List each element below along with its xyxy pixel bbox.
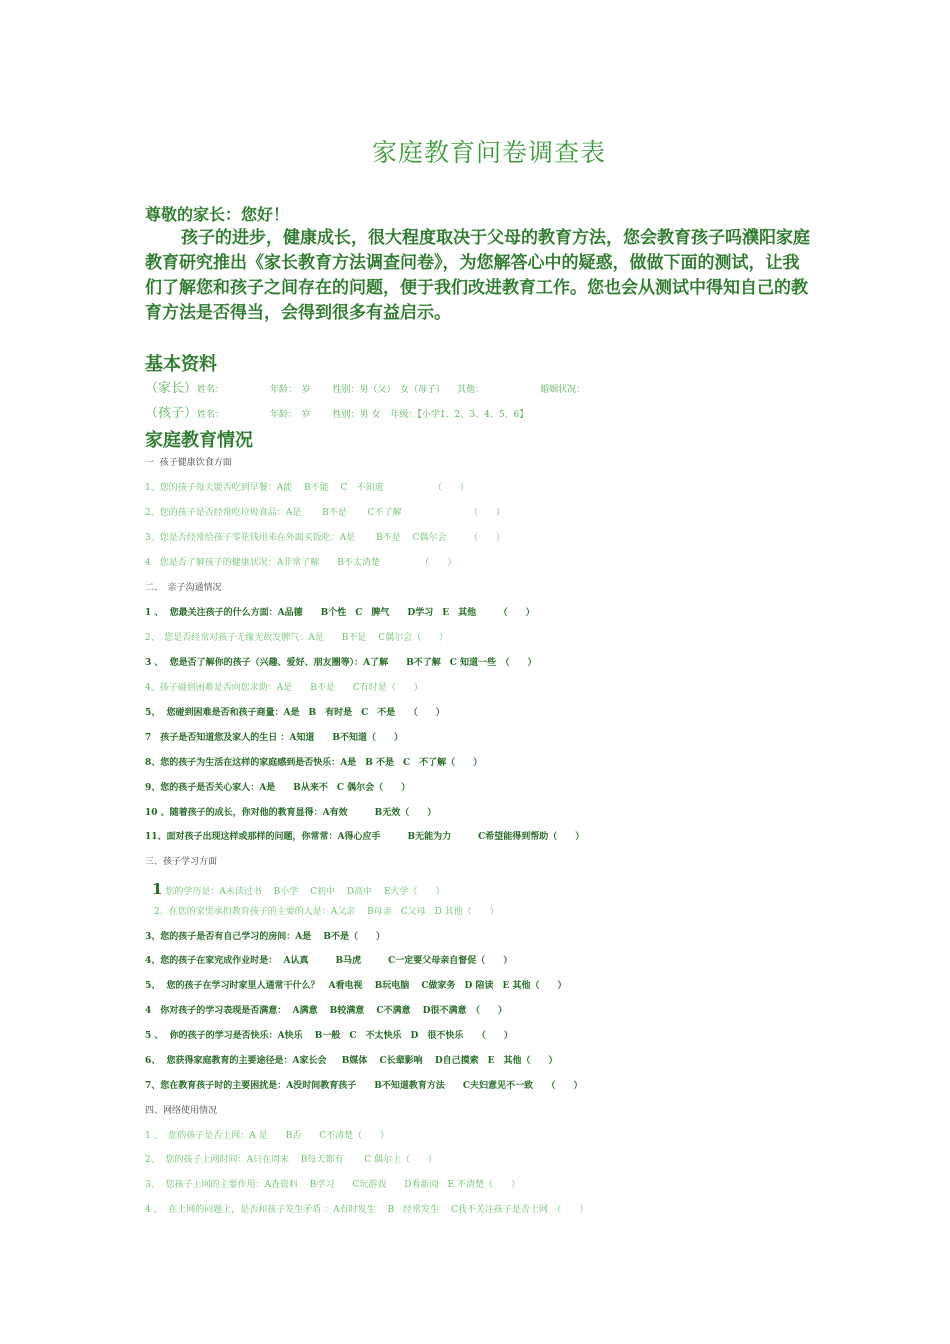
child-name-label: 姓名： [197,410,225,420]
question-text: 四、网络使用情况 [145,1106,218,1116]
question-text: 8、您的孩子为生活在这样的家庭感到是否快乐：A是 B 不是 C 不了解（ ） [145,758,483,768]
basic-info-heading: 基本资料 [145,354,217,375]
child-info-row [145,402,528,421]
question-text: 3、 您孩子上网的主要作用：A查资料 B学习 C玩游戏 D看新闻 E 不清楚（ ） [145,1180,520,1190]
question-line [145,1028,513,1041]
page-title: 家庭教育问卷调查表 [371,138,606,167]
question-text: 1、您的孩子每天能否吃到早餐：A能 B不能 C 不知道 （ ） [145,483,469,493]
question-line [145,1103,217,1116]
question-line [145,530,505,543]
question-line [145,805,436,818]
parent-name-label: 姓名： [197,385,225,395]
question-text: 6、 您获得家庭教育的主要途径是：A家长会 B媒体 C长辈影响 D自己摸索 E 其他（ ） [145,1056,558,1066]
question-line [145,755,482,768]
intro-paragraph [145,226,815,326]
question-text: 您的学历是：A未读过书 B小学 C初中 D高中 E大学（ ） [165,887,445,897]
question-line [145,555,456,568]
question-text: 1 、 您的孩子是否上网：A 是 B否 C不清楚（ ） [145,1131,390,1141]
question-text: 2、 您是否经常对孩子无缘无故发脾气：A是 B不是 C偶尔会（ ） [145,633,449,643]
question-text: 10 、随着孩子的成长，你对他的教育显得：A有效 B无效（ ） [145,808,437,818]
child-grade-label: 年级：【小学1、2、3、4、5、6】 [390,410,529,420]
question-line [145,505,505,518]
question-line [145,854,217,867]
question-line [145,1202,588,1215]
question-text: 2、在您的家里承担教育孩子的主要的人是：A父亲 B母亲 C父母 D 其他（ ） [145,907,499,917]
greeting: 尊敬的家长：您好！ [145,205,290,224]
child-gender-label: 性别：男 女 [332,410,381,420]
question-line [145,1128,389,1141]
child-age-label: 年龄： 岁 [270,410,311,420]
question-text: 4 您是否了解孩子的健康状况：A非常了解 B不太清楚 （ ） [145,558,457,568]
question-line [145,605,535,618]
question-line [145,829,584,842]
question-line [145,1053,557,1066]
question-line [152,880,445,898]
question-text: 9、您的孩子是否关心家人：A是 B从来不 C 偶尔会（ ） [145,783,411,793]
question-text: 4 你对孩子的学习表现是否满意： A满意 B较满意 C不满意 D很不满意 （ ） [145,1006,507,1016]
question-line [145,780,410,793]
parent-gender-label: 性别：男（父） 女（母子） [332,385,446,395]
question-line [145,455,232,468]
question-line [145,1152,437,1165]
question-line [145,978,566,991]
question-line [145,705,445,718]
question-line [145,1177,520,1190]
question-text: 11、面对孩子出现这样或那样的问题，你常常：A得心应手 B无能为力 C希望能得到帮助（ ） [145,832,585,842]
parent-info-row [145,377,585,396]
question-text: 三、孩子学习方面 [145,857,218,867]
question-line [145,580,222,593]
parent-other-label: 其他： [457,385,485,395]
parent-age-label: 年龄： 岁 [270,385,311,395]
question-text: 4、孩子碰到困难是否向您求助：A是 B不是 C有时是（ ） [145,683,423,693]
question-text: 一 孩子健康饮食方面 [145,458,232,468]
family-education-heading: 家庭教育情况 [145,430,253,451]
parent-role-label: （家长） [145,381,198,396]
question-text: 7 孩子是否知道您及家人的生日 ：A知道 B不知道（ ） [145,733,403,743]
question-text: 2、 您的孩子上网时间：A只在周末 B每天都有 C 偶尔上（ ） [145,1155,438,1165]
question-line [145,953,512,966]
question-line [145,1003,507,1016]
question-line [145,1078,583,1091]
question-text: 7、您在教育孩子时的主要困扰是：A没时间教育孩子 B不知道教育方法 C夫妇意见不一致 （ ） [145,1081,583,1091]
question-text: 3 、 您是否了解你的孩子（兴趣、爱好、朋友圈等）：A了解 B不了解 C 知道一些 （ ） [145,658,537,668]
question-text: 1 、 您最关注孩子的什么方面：A品德 B个性 C 脾气 D学习 E 其他 （ ） [145,608,535,618]
question-text: 4 、 在上网的问题上，是否和孩子发生矛盾 ：A有时发生 B 经常发生 C我不关注孩子是否上网 （ ） [145,1205,589,1215]
parent-marital-label: 婚姻状况： [540,385,586,395]
intro-text: 孩子的进步，健康成长，很大程度取决于父母的教育方法，您会教育孩子吗濮阳家庭教育研究推出《家长教育方法调查问卷》，为您解答心中的疑惑，做做下面的测试，让我们了解您和孩子之间存在的问题，便于我们改进教育工作。您也会从测试中得知自己的教育方法是否得当，会得到很多有益启示。 [145,228,810,323]
question-text: 3、您是否经常给孩子零花钱用来在外面买饭吃：A是 B不是 C偶尔会 （ ） [145,533,505,543]
question-line [145,630,448,643]
question-line [145,480,469,493]
question-text: 2、您的孩子是否经常吃垃圾食品：A是 B不是 C不了解 （ ） [145,508,505,518]
question-line [145,730,403,743]
child-role-label: （孩子） [145,406,198,421]
question-line [145,680,423,693]
question-text: 二、 亲子沟通情况 [145,583,222,593]
question-text: 5、 您的孩子在学习时家里人通常干什么？ A看电视 B玩电脑 C做家务 D 陪读 E 其他（ ） [145,981,567,991]
question-number: 1 [152,880,163,898]
question-text: 5、 您碰到困难是否和孩子商量：A是 B 有时是 C 不是 （ ） [145,708,445,718]
question-line [145,929,385,942]
question-line [145,655,537,668]
question-text: 5 、 你的孩子的学习是否快乐：A快乐 B一般 C 不太快乐 D 很不快乐 （ ） [145,1031,513,1041]
question-text: 3、您的孩子是否有自己学习的房间：A是 B不是（ ） [145,932,385,942]
question-line [145,904,499,917]
question-text: 4、您的孩子在家完成作业时是： A认真 B马虎 C一定要父母亲自督促（ ） [145,956,513,966]
